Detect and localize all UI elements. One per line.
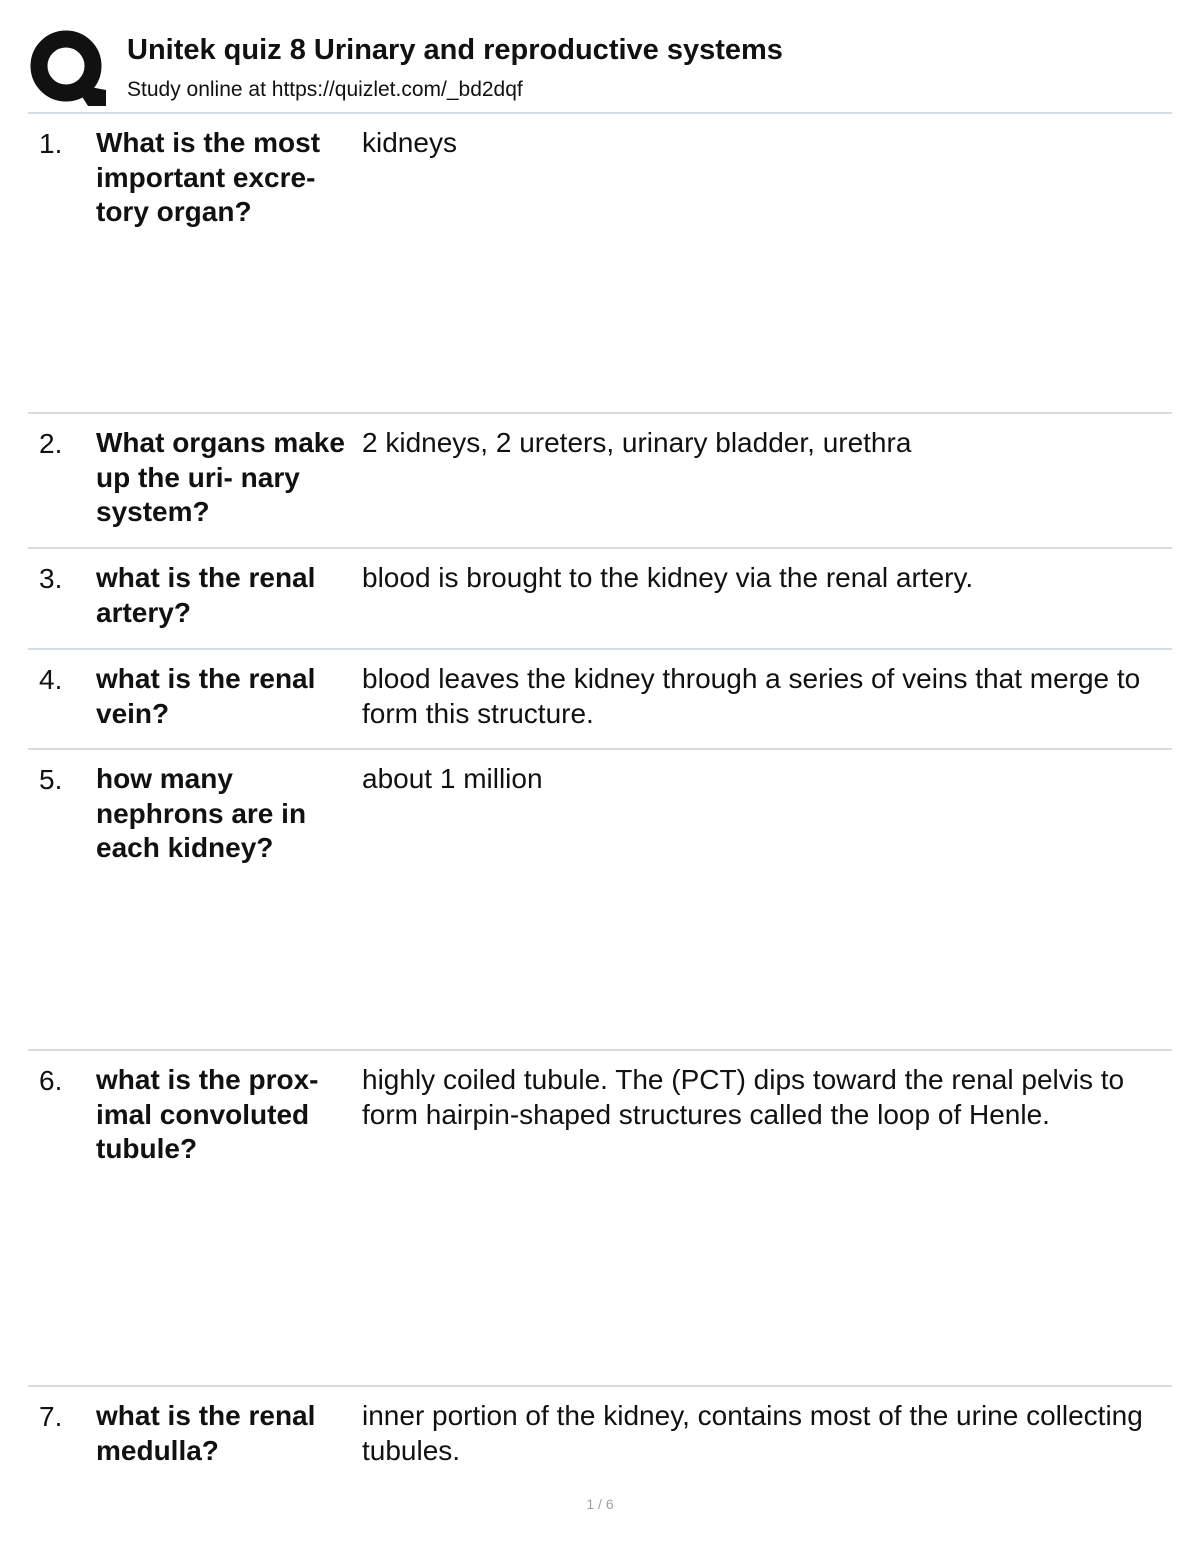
quizlet-q-logo-icon xyxy=(30,30,106,106)
flashcard-6 xyxy=(28,1051,1172,1387)
flashcard-3 xyxy=(28,549,1172,650)
card-number: 6. xyxy=(39,1065,63,1096)
card-number: 3. xyxy=(39,563,63,594)
card-definition: highly coiled tubule. The (PCT) dips toward the renal pelvis to form hairpin-shaped structures called the loop of Henle. xyxy=(362,1064,1125,1130)
card-term: what is the renal artery? xyxy=(96,562,316,628)
card-term: What organs make up the uri- nary system? xyxy=(96,427,345,527)
flashcard-1 xyxy=(28,114,1172,414)
card-term: how many nephrons are in each kidney? xyxy=(96,763,307,863)
flashcard-4 xyxy=(28,650,1172,750)
card-number: 7. xyxy=(39,1401,63,1432)
flashcard-list xyxy=(28,114,1172,1477)
page-indicator: 1 / 6 xyxy=(586,1496,614,1512)
card-number: 4. xyxy=(39,664,63,695)
document-header xyxy=(28,28,1172,110)
card-number: 2. xyxy=(39,428,63,459)
card-term: what is the renal medulla? xyxy=(96,1400,316,1466)
page-title: Unitek quiz 8 Urinary and reproductive systems xyxy=(127,34,783,66)
card-definition: inner portion of the kidney, contains most of the urine collecting tubules. xyxy=(362,1400,1143,1466)
card-definition: blood is brought to the kidney via the renal artery. xyxy=(362,562,974,593)
card-term: what is the renal vein? xyxy=(96,663,316,729)
study-online-link[interactable]: Study online at https://quizlet.com/_bd2dqf xyxy=(127,78,523,101)
card-number: 5. xyxy=(39,764,63,795)
card-definition: 2 kidneys, 2 ureters, urinary bladder, urethra xyxy=(362,427,912,458)
card-term: what is the prox- imal convoluted tubule? xyxy=(96,1064,319,1164)
card-definition: about 1 million xyxy=(362,763,543,794)
flashcard-7 xyxy=(28,1387,1172,1477)
flashcard-2 xyxy=(28,414,1172,549)
card-definition: blood leaves the kidney through a series of veins that merge to form this structure. xyxy=(362,663,1141,729)
card-definition: kidneys xyxy=(362,127,457,158)
card-term: What is the most important excre- tory organ? xyxy=(96,127,321,227)
card-number: 1. xyxy=(39,128,63,159)
flashcard-5 xyxy=(28,750,1172,1051)
